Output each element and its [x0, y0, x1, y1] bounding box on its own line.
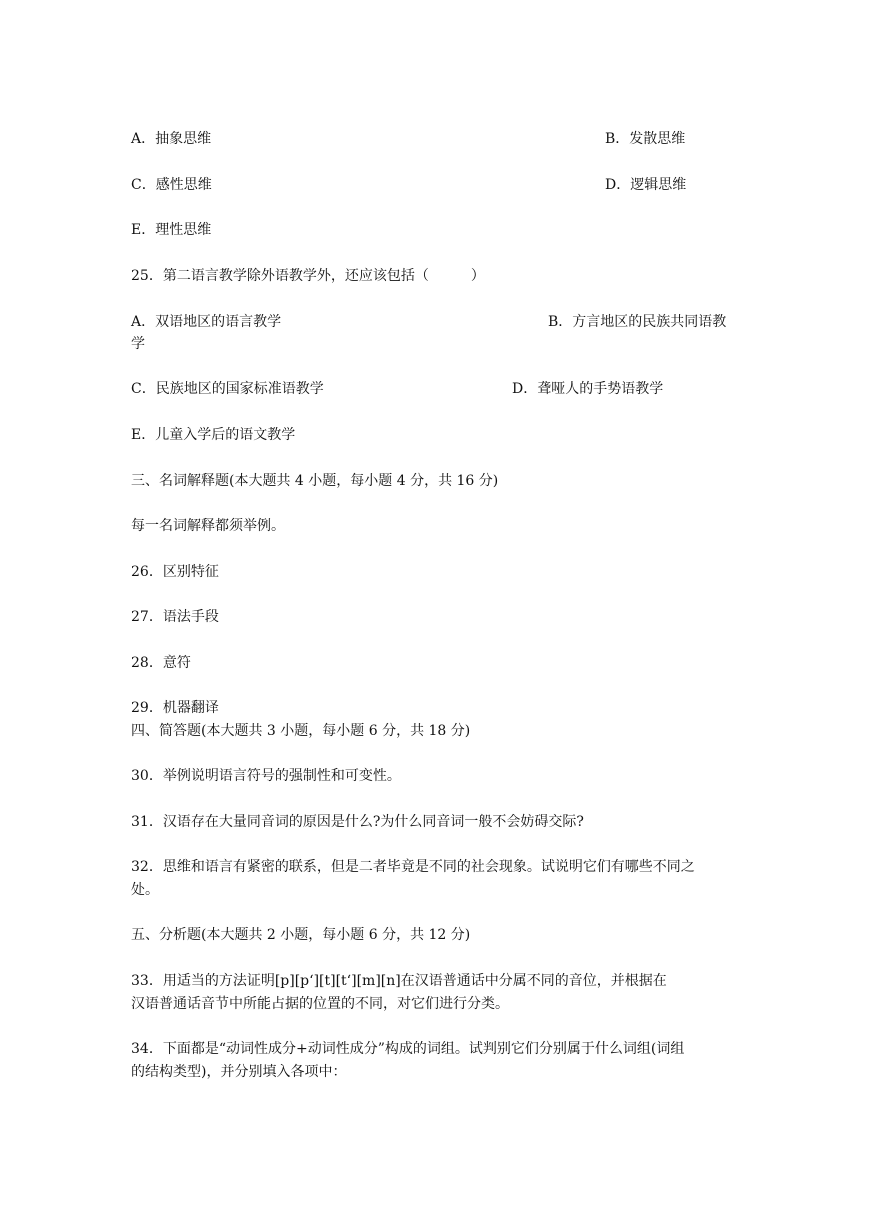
question-34-line-1: 34．下面都是“动词性成分+动词性成分”构成的词组。试判别它们分别属于什么词组(词组 — [131, 1041, 685, 1057]
q24-option-c: C．感性思维 — [131, 177, 212, 193]
q25-option-d: D．聋哑人的手势语教学 — [512, 381, 664, 397]
question-32-line-2: 处。 — [131, 882, 159, 898]
question-29: 29．机器翻译 — [131, 700, 219, 716]
question-32-line-1: 32．思维和语言有紧密的联系，但是二者毕竟是不同的社会现象。试说明它们有哪些不同之 — [131, 859, 695, 875]
q24-option-e: E．理性思维 — [131, 222, 212, 238]
q25-option-b-wrap: 学 — [131, 336, 145, 352]
q25-option-c: C．民族地区的国家标准语教学 — [131, 381, 324, 397]
q25-option-e: E．儿童入学后的语文教学 — [131, 427, 296, 443]
question-27: 27．语法手段 — [131, 609, 219, 625]
question-33-line-2: 汉语普通话音节中所能占据的位置的不同，对它们进行分类。 — [131, 996, 509, 1012]
question-26: 26．区别特征 — [131, 564, 219, 580]
question-33-line-1: 33．用适当的方法证明[p][p‘][t][t‘][m][n]在汉语普通话中分属不同的音位，并根据在 — [131, 973, 667, 989]
question-34-line-2: 的结构类型)，并分别填入各项中： — [131, 1064, 347, 1080]
section-4-heading: 四、简答题(本大题共 3 小题，每小题 6 分，共 18 分) — [131, 723, 471, 739]
q24-option-b: B．发散思维 — [605, 131, 686, 147]
section-5-heading: 五、分析题(本大题共 2 小题，每小题 6 分，共 12 分) — [131, 927, 471, 943]
question-31: 31．汉语存在大量同音词的原因是什么?为什么同音词一般不会妨碍交际? — [131, 814, 584, 830]
q25-stem: 25．第二语言教学除外语教学外，还应该包括（ ） — [131, 268, 485, 284]
q24-option-d: D．逻辑思维 — [605, 177, 687, 193]
question-28: 28．意符 — [131, 655, 191, 671]
q25-option-a: A．双语地区的语言教学 — [131, 314, 282, 330]
question-30: 30．举例说明语言符号的强制性和可变性。 — [131, 768, 401, 784]
q24-option-a: A．抽象思维 — [131, 131, 212, 147]
section-3-instruction: 每一名词解释都须举例。 — [131, 518, 285, 534]
section-3-heading: 三、名词解释题(本大题共 4 小题，每小题 4 分，共 16 分) — [131, 473, 499, 489]
q25-option-b: B．方言地区的民族共同语教 — [548, 314, 727, 330]
